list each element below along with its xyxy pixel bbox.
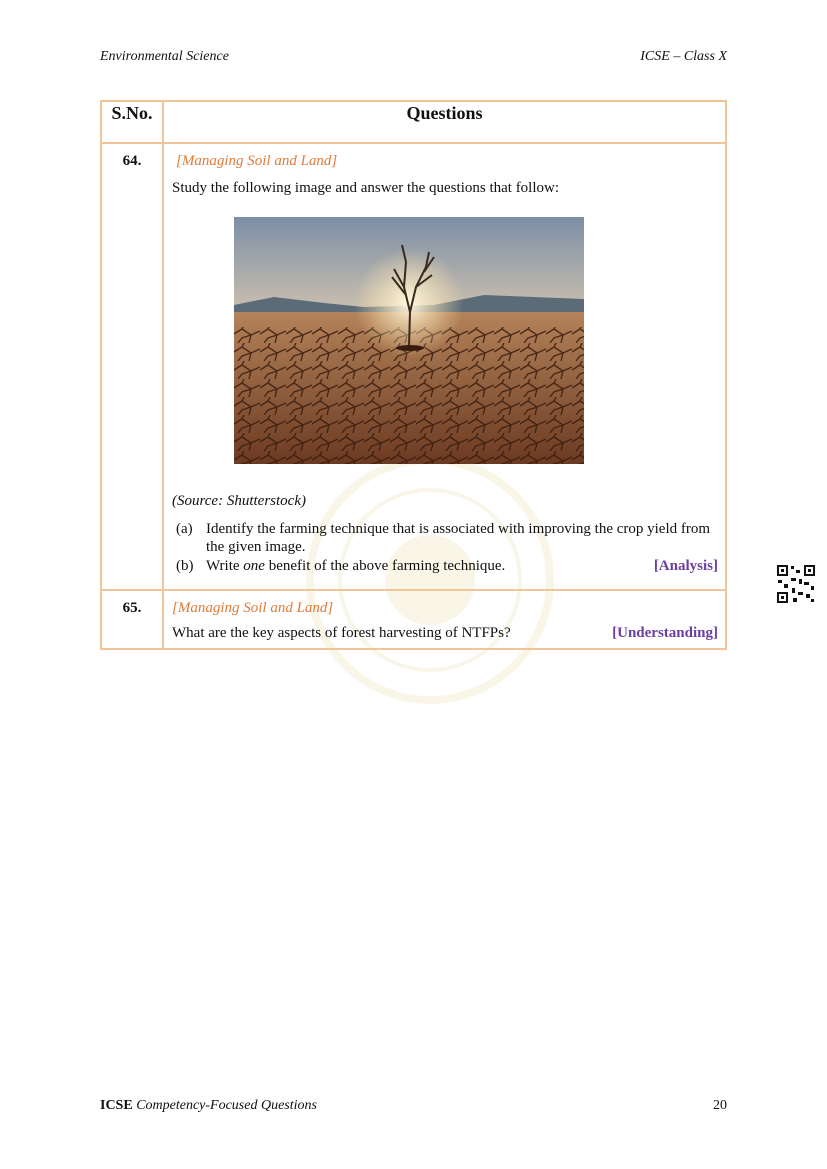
subquestion-b	[172, 557, 718, 575]
header-subject: Environmental Science	[100, 49, 229, 64]
question-stem: What are the key aspects of forest harvesting of NTFPs?	[172, 625, 511, 641]
topic-label: [Managing Soil and Land]	[172, 600, 334, 616]
subquestion-a	[172, 520, 718, 556]
col-header-sno: S.No.	[101, 101, 163, 143]
header-class: ICSE – Class X	[640, 49, 727, 64]
footer-title	[100, 1098, 317, 1114]
cracked-earth-dead-tree-image	[234, 217, 584, 464]
subquestion-text: Write one benefit of the above farming technique.	[206, 558, 506, 574]
subquestion-label: (b)	[176, 558, 194, 574]
question-number: 65.	[101, 590, 163, 649]
question-row-65	[101, 590, 726, 649]
col-header-questions: Questions	[163, 101, 726, 143]
image-source: (Source: Shutterstock)	[172, 493, 306, 509]
page-number: 20	[713, 1098, 727, 1113]
skill-tag: [Understanding]	[612, 625, 718, 641]
footer-subtitle: Competency-Focused Questions	[136, 1098, 317, 1113]
questions-table	[100, 100, 727, 650]
question-stem: Study the following image and answer the questions that follow:	[172, 180, 560, 196]
question-number: 64.	[101, 143, 163, 590]
footer-brand: ICSE	[100, 1098, 133, 1113]
skill-tag: [Analysis]	[653, 558, 718, 574]
question-row-64	[101, 143, 726, 590]
topic-label: [Managing Soil and Land]	[176, 153, 338, 169]
qr-code-icon[interactable]	[776, 564, 816, 604]
subquestion-label: (a)	[176, 521, 193, 537]
subquestion-text: Identify the farming technique that is associated with improving the crop yield from the given image.	[206, 521, 711, 555]
